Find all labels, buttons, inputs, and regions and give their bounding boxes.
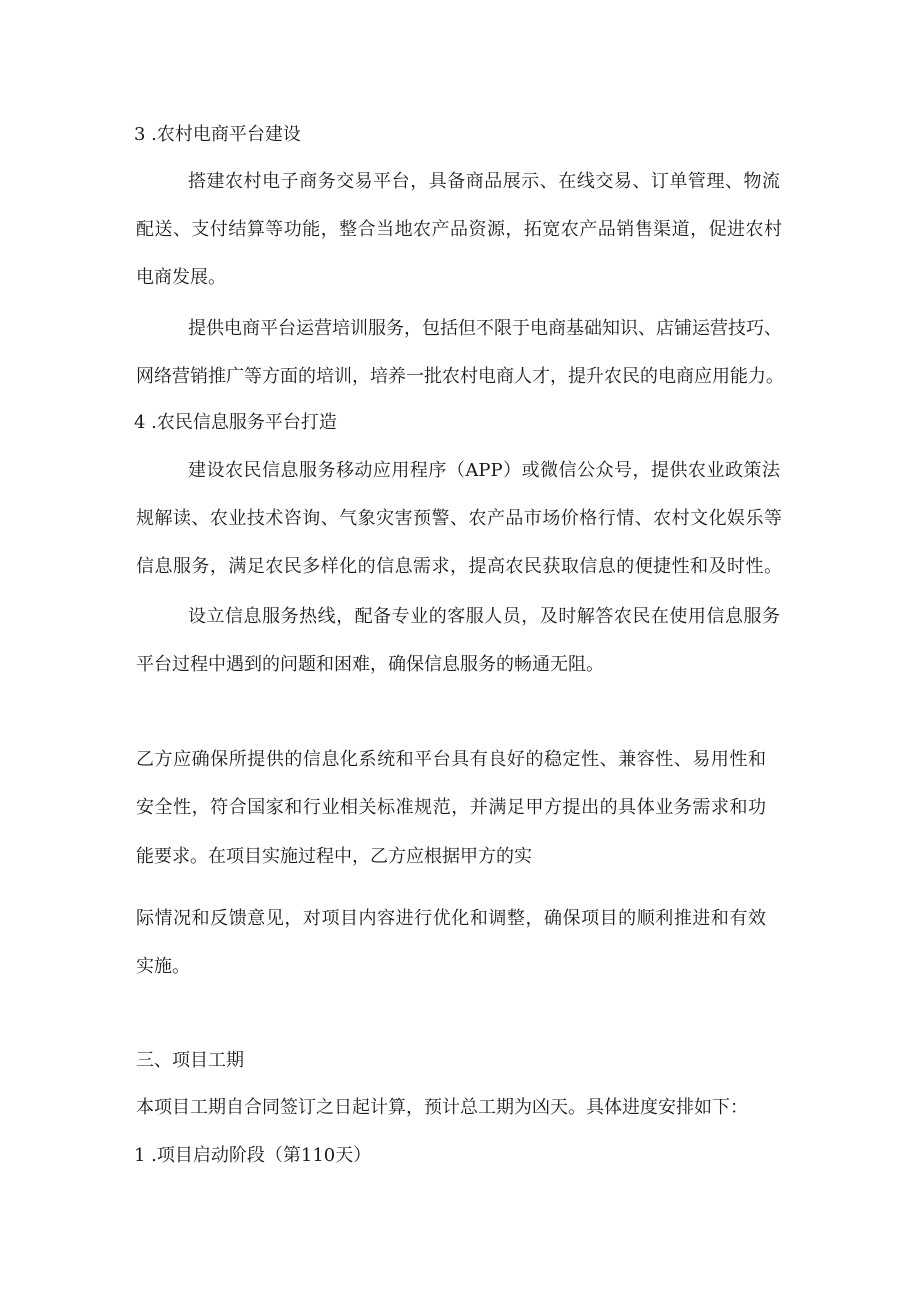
section-4-para2-line: 设立信息服务热线，配备专业的客服人员，及时解答农民在使用信息服务: [188, 606, 780, 627]
section-4-para2-line: 平台过程中遇到的问题和困难，确保信息服务的畅通无阻。: [136, 654, 604, 675]
section-3-para2-line: 提供电商平台运营培训服务，包括但不限于电商基础知识、店铺运营技巧、: [188, 318, 782, 339]
section-4-para1-line: 规解读、农业技术咨询、气象灾害预警、农产品市场价格行情、农村文化娱乐等: [136, 508, 782, 529]
requirements-line: 安全性，符合国家和行业相关标准规范，并满足甲方提出的具体业务需求和功: [136, 797, 766, 818]
section-4-para1-line: 建设农民信息服务移动应用程序（APP）或微信公众号，提供农业政策法: [188, 460, 780, 481]
section-3-para1-line: 搭建农村电子商务交易平台，具备商品展示、在线交易、订单管理、物流: [188, 171, 780, 192]
section-3-para2-line: 网络营销推广等方面的培训，培养一批农村电商人才，提升农民的电商应用能力。: [136, 366, 784, 387]
section-3-heading: 3 .农村电商平台建设: [134, 124, 301, 145]
section-4-heading: 4 .农民信息服务平台打造: [134, 412, 337, 433]
requirements-line: 能要求。在项目实施过程中，乙方应根据甲方的实: [136, 846, 532, 867]
requirements-line: 乙方应确保所提供的信息化系统和平台具有良好的稳定性、兼容性、易用性和: [136, 749, 766, 770]
section-3-para1-line: 电商发展。: [136, 267, 226, 288]
section-4-para1-line: 信息服务，满足农民多样化的信息需求，提高农民获取信息的便捷性和及时性。: [136, 556, 782, 577]
requirements-line: 实施。: [136, 956, 190, 977]
schedule-phase-1: 1 .项目启动阶段（第110天）: [134, 1145, 372, 1166]
requirements-line: 际情况和反馈意见，对项目内容进行优化和调整，确保项目的顺利推进和有效: [136, 908, 766, 929]
section-3-para1-line: 配送、支付结算等功能，整合当地农产品资源，拓宽农产品销售渠道，促进农村: [136, 219, 782, 240]
schedule-intro: 本项目工期自合同签订之日起计算，预计总工期为凶天。具体进度安排如下：: [136, 1097, 748, 1118]
schedule-heading: 三、项目工期: [136, 1050, 244, 1071]
